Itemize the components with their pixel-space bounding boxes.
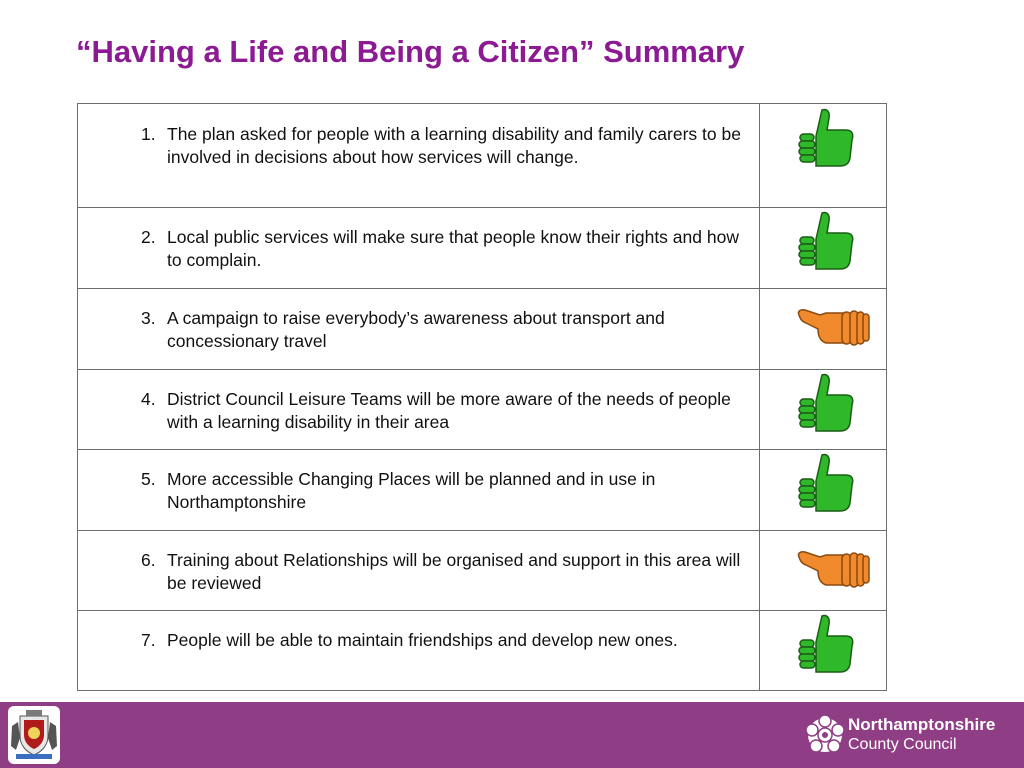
thumbs-up-icon: [796, 612, 860, 678]
council-name: [848, 714, 995, 755]
rating-cell: [760, 370, 887, 450]
rating-cell: [760, 208, 887, 289]
summary-table: [77, 103, 887, 691]
item-text: Training about Relationships will be organised and support in this area will be reviewed: [167, 550, 741, 593]
council-name-line1: Northamptonshire: [848, 715, 996, 734]
thumbs-sideways-icon: [796, 305, 870, 351]
rating-cell: [760, 289, 887, 370]
table-row: [78, 208, 887, 289]
item-number: 4.: [141, 389, 156, 409]
item-number: 5.: [141, 469, 156, 489]
thumbs-up-icon: [796, 371, 860, 437]
crest-badge: [8, 706, 60, 764]
rose-icon: [806, 714, 844, 756]
rating-cell: [760, 450, 887, 531]
thumbs-up-icon: [796, 451, 860, 517]
thumbs-up-icon: [796, 209, 860, 275]
item-text-cell: [78, 611, 760, 691]
item-number: 3.: [141, 308, 156, 328]
rating-cell: [760, 531, 887, 611]
item-text-cell: [78, 531, 760, 611]
rating-cell: [760, 104, 887, 208]
table-row: [78, 611, 887, 691]
item-text: A campaign to raise everybody’s awareness about transport and concessionary travel: [167, 308, 665, 351]
thumbs-sideways-icon: [796, 547, 870, 593]
item-number: 7.: [141, 630, 156, 650]
item-number: 2.: [141, 227, 156, 247]
rating-cell: [760, 611, 887, 691]
item-text: More accessible Changing Places will be planned and in use in Northamptonshire: [167, 469, 656, 512]
table-row: [78, 531, 887, 611]
item-text-cell: [78, 370, 760, 450]
item-text-cell: [78, 289, 760, 370]
item-text: People will be able to maintain friendships and develop new ones.: [167, 630, 678, 650]
thumbs-up-icon: [796, 106, 860, 172]
table-row: [78, 289, 887, 370]
item-text-cell: [78, 104, 760, 208]
coat-of-arms-icon: [8, 706, 60, 764]
table-row: [78, 104, 887, 208]
table-row: [78, 450, 887, 531]
item-text: The plan asked for people with a learning disability and family carers to be involved in decisions about how services will change.: [167, 124, 741, 167]
item-text-cell: [78, 450, 760, 531]
item-text-cell: [78, 208, 760, 289]
item-number: 1.: [141, 124, 156, 144]
table-row: [78, 370, 887, 450]
page-title: “Having a Life and Being a Citizen” Summary: [76, 34, 745, 69]
council-name-line2: County Council: [848, 736, 957, 753]
item-number: 6.: [141, 550, 156, 570]
footer-bar: [0, 702, 1024, 768]
item-text: District Council Leisure Teams will be more aware of the needs of people with a learning disability in their area: [167, 389, 731, 432]
item-text: Local public services will make sure that people know their rights and how to complain.: [167, 227, 739, 270]
